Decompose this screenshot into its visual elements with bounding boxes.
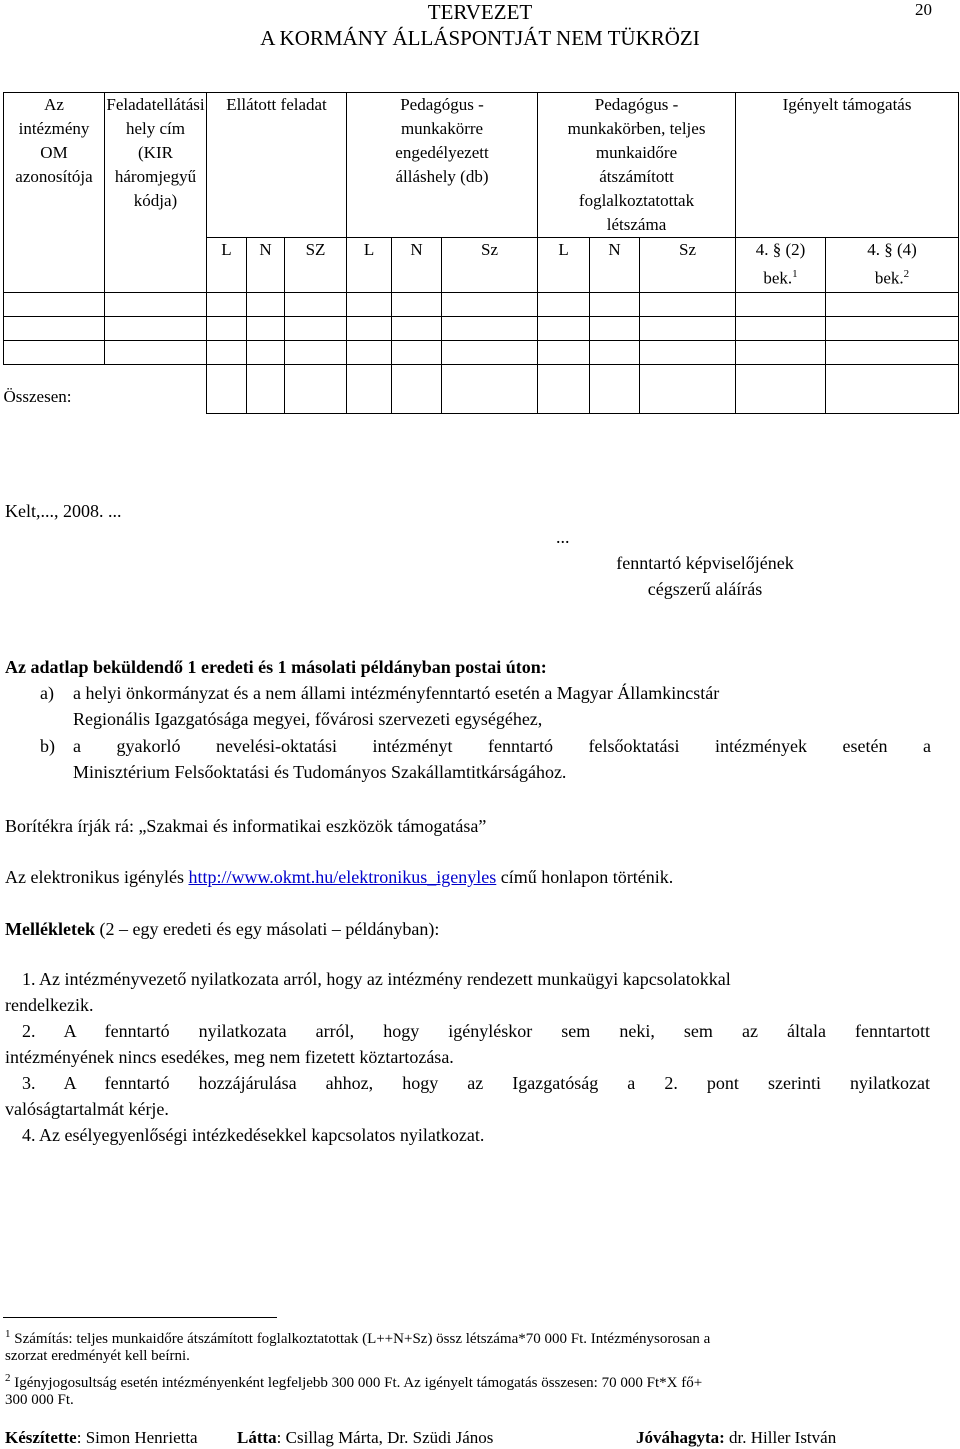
table-cell[interactable] [207, 365, 247, 414]
support-request-table [3, 92, 959, 414]
instruction-a-line2: Regionális Igazgatósága megyei, fővárosi szervezeti egységéhez, [73, 709, 543, 729]
table-row [4, 341, 959, 365]
footnote-2-line1: $^2$ Igényjogosultság esetén intézményenként legfeljebb 300 000 Ft. Az igényelt támogatás összesen: 70 000 Ft*X fő+ [5, 1372, 703, 1391]
attachment-item-3-line2: valóságtartalmát kérje. [5, 1099, 169, 1119]
signature-label-line1: fenntartó képviselőjének [616, 553, 794, 573]
footnote-2-line2: 300 000 Ft. [5, 1392, 74, 1408]
instruction-a-prefix: a) [40, 683, 54, 703]
table-cell[interactable] [590, 293, 640, 317]
header-approved-posts: Pedagógus - munkakörre engedélyezett álláshely (db) [347, 93, 538, 238]
attachments-heading: Mellékletek (2 – egy eredeti és egy másolati – példányban): [5, 919, 440, 939]
header-om-id: Az intézmény OM azonosítója [4, 93, 105, 293]
table-cell[interactable] [4, 341, 105, 365]
table-cell[interactable] [247, 341, 285, 365]
table-cell[interactable] [105, 341, 207, 365]
electronic-note: Az elektronikus igénylés http://www.okmt.hu/elektronikus_igenyles című honlapon történik. [5, 867, 674, 887]
header-requested-support: Igényelt támogatás [736, 93, 959, 238]
subheader-cell: N [392, 238, 442, 293]
table-cell[interactable] [285, 317, 347, 341]
subheader-cell: N [590, 238, 640, 293]
subheader-cell: N [247, 238, 285, 293]
table-cell[interactable] [347, 293, 392, 317]
attachment-item-4: 4. Az esélyegyenlőségi intézkedésekkel kapcsolatos nyilatkozat. [22, 1125, 485, 1145]
date-line: Kelt,..., 2008. ... [5, 501, 122, 521]
table-cell[interactable] [207, 341, 247, 365]
header-employed-headcount: Pedagógus - munkakörben, teljes munkaidőre átszámított foglalkoztatottak létszáma [538, 93, 736, 238]
signature-dots: ... [556, 527, 570, 547]
table-cell[interactable] [392, 293, 442, 317]
table-cell[interactable] [4, 293, 105, 317]
table-cell[interactable] [247, 293, 285, 317]
table-cell[interactable] [285, 341, 347, 365]
table-cell[interactable] [590, 341, 640, 365]
table-cell[interactable] [105, 317, 207, 341]
table-cell[interactable] [736, 317, 826, 341]
table-cell[interactable] [538, 341, 590, 365]
table-cell[interactable] [442, 293, 538, 317]
table-cell[interactable] [590, 365, 640, 414]
total-label: Összesen: [4, 365, 207, 414]
attachment-item-3-line1: 3. A fenntartó hozzájárulása ahhoz, hogy az Igazgatóság a 2. pont szerinti nyilatkozat [22, 1073, 930, 1093]
table-cell[interactable] [347, 341, 392, 365]
table-cell[interactable] [347, 317, 392, 341]
table-cell[interactable] [105, 293, 207, 317]
footnote-1-line2: szorzat eredményét kell beírni. [5, 1348, 190, 1364]
table-cell[interactable] [392, 317, 442, 341]
subheader-cell: SZ [285, 238, 347, 293]
instruction-a-line1: a helyi önkormányzat és a nem állami intézményfenntartó esetén a Magyar Államkincstár [73, 683, 720, 703]
table-cell[interactable] [736, 293, 826, 317]
table-cell[interactable] [285, 365, 347, 414]
table-cell[interactable] [826, 317, 959, 341]
footer-approved-by: Jóváhagyta: dr. Hiller István [636, 1428, 837, 1447]
footer-prepared-by: Készítette: Simon Henrietta [5, 1428, 198, 1447]
doc-disclaimer-title: A KORMÁNY ÁLLÁSPONTJÁT NEM TÜKRÖZI [260, 26, 700, 50]
table-cell[interactable] [640, 365, 736, 414]
table-cell[interactable] [538, 317, 590, 341]
attachment-item-1-line1: 1. Az intézményvezető nyilatkozata arról, hogy az intézmény rendezett munkaügyi kapcsolatokkal [22, 969, 731, 989]
table-cell[interactable] [207, 317, 247, 341]
header-site-address: Feladatellátási hely cím (KIR háromjegyű kódja) [105, 93, 207, 293]
table-row [4, 293, 959, 317]
footnote-1-line1: $^1$ Számítás: teljes munkaidőre átszámított foglalkoztatottak (L++N+Sz) össz létszáma*70 000 Ft. Intézménysorosan a [5, 1328, 711, 1347]
table-cell[interactable] [247, 317, 285, 341]
table-cell[interactable] [826, 293, 959, 317]
table-cell[interactable] [736, 365, 826, 414]
table-cell[interactable] [207, 293, 247, 317]
subheader-cell: Sz [640, 238, 736, 293]
table-cell[interactable] [4, 317, 105, 341]
table-total-row [4, 365, 959, 414]
table-cell[interactable] [392, 365, 442, 414]
table-cell[interactable] [826, 365, 959, 414]
signature-label-line2: cégszerű aláírás [647, 579, 763, 599]
table-cell[interactable] [442, 317, 538, 341]
attachment-item-1-line2: rendelkezik. [5, 995, 94, 1015]
table-cell[interactable] [392, 341, 442, 365]
page-number: 20 [915, 0, 932, 19]
subheader-cell: L [347, 238, 392, 293]
table-cell[interactable] [442, 341, 538, 365]
table-cell[interactable] [347, 365, 392, 414]
footnote-separator [3, 1317, 277, 1318]
table-cell[interactable] [590, 317, 640, 341]
subheader-cell: Sz [442, 238, 538, 293]
table-cell[interactable] [640, 341, 736, 365]
instruction-b-line1: a gyakorló nevelési-oktatási intézményt fenntartó felsőoktatási intézmények esetén a [73, 736, 931, 756]
subheader-cell: L [538, 238, 590, 293]
application-link[interactable]: http://www.okmt.hu/elektronikus_igenyles [188, 867, 497, 887]
table-row [4, 317, 959, 341]
envelope-note: Borítékra írják rá: „Szakmai és informatikai eszközök támogatása” [5, 816, 487, 836]
attachment-item-2-line2: intézményének nincs esedékes, meg nem fizetett köztartozása. [5, 1047, 454, 1067]
subheader-cell: L [207, 238, 247, 293]
table-cell[interactable] [538, 293, 590, 317]
doc-status-title: TERVEZET [427, 0, 533, 24]
table-cell[interactable] [442, 365, 538, 414]
table-cell[interactable] [640, 317, 736, 341]
table-cell[interactable] [538, 365, 590, 414]
table-cell[interactable] [640, 293, 736, 317]
attachment-item-2-line1: 2. A fenntartó nyilatkozata arról, hogy igényléskor sem neki, sem az általa fenntartott [22, 1021, 930, 1041]
instructions-heading: Az adatlap beküldendő 1 eredeti és 1 másolati példányban postai úton: [5, 657, 547, 677]
table-cell[interactable] [247, 365, 285, 414]
table-cell[interactable] [285, 293, 347, 317]
subheader-bek4: 4. § (4) bek.$^2$ [826, 238, 959, 293]
header-task: Ellátott feladat [207, 93, 347, 238]
subheader-bek2: 4. § (2) bek.$^1$ [736, 238, 826, 293]
footer-reviewed-by: Látta: Csillag Márta, Dr. Szüdi János [237, 1428, 494, 1447]
instruction-b-line2: Minisztérium Felsőoktatási és Tudományos Szakállamtitkárságához. [73, 762, 567, 782]
table-cell[interactable] [736, 341, 826, 365]
instruction-b-prefix: b) [40, 736, 55, 756]
table-cell[interactable] [826, 341, 959, 365]
